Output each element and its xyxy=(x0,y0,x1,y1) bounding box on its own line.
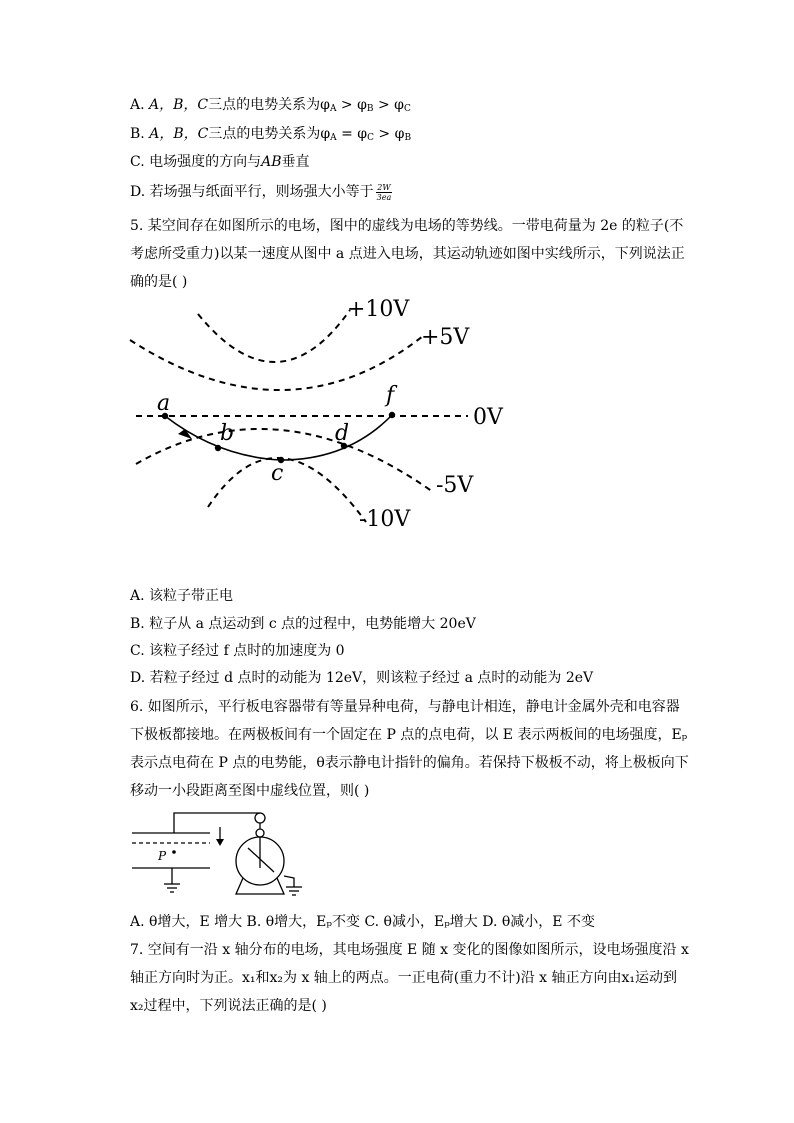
q6-options: A. θ增大，E 增大 B. θ增大，Eₚ不变 C. θ减小，Eₚ增大 D. θ减小，E 不变 xyxy=(130,914,595,930)
option-text: 垂直 xyxy=(281,154,310,170)
q5-option-b: B. 粒子从 a 点运动到 c 点的过程中，电势能增大 20eV xyxy=(130,616,476,632)
option-text: 三点的电势关系为 xyxy=(208,126,321,142)
electrometer-pointer xyxy=(248,848,274,872)
capacitor-figure xyxy=(128,808,310,904)
direction-arrow-icon xyxy=(178,429,192,439)
ground-wire-electrometer xyxy=(284,876,294,887)
potential-expression: $\varphi_A > \varphi_B > \varphi_C$ xyxy=(320,97,411,114)
electrometer-knob xyxy=(255,813,265,823)
label-minus10v: -10V xyxy=(359,507,411,532)
q4-option-a xyxy=(130,95,411,119)
option-var: AB xyxy=(261,154,282,170)
q4-option-b xyxy=(130,124,411,148)
label-minus5v: -5V xyxy=(436,473,474,498)
fraction xyxy=(376,183,393,202)
q5-option-c: C. 该粒子经过 f 点时的加速度为 0 xyxy=(130,643,345,659)
option-text: D. 若场强与纸面平行，则场强大小等于 xyxy=(130,184,374,200)
option-vars: A，B，C xyxy=(149,97,209,113)
q5-option-d: D. 若粒子经过 d 点时的动能为 12eV，则该粒子经过 a 点时的动能为 2eV xyxy=(130,670,594,686)
label-0v: 0V xyxy=(473,405,503,430)
point-f-label: f xyxy=(386,383,395,408)
particle-trajectory xyxy=(165,415,392,460)
point-f-marker xyxy=(389,412,395,418)
option-vars: A，B，C xyxy=(149,126,209,142)
q7-stem: 7. 空间有一沿 x 轴分布的电场，其电场强度 E 随 x 变化的图像如图所示，设电场强度沿 x 轴正方向时为正。x₁和x₂为 x 轴上的两点。一正电荷(重力不计)沿 x 轴正方向由x₁运动到x₂过程中，下列说法正确的是( ) xyxy=(130,942,689,1014)
q5-option-a: A. 该粒子带正电 xyxy=(130,588,234,604)
option-text: 三点的电势关系为 xyxy=(208,97,321,113)
point-d-label: d xyxy=(335,421,350,446)
option-prefix: A. xyxy=(130,97,150,113)
q4-option-d xyxy=(130,182,392,202)
equipotential-figure xyxy=(128,292,503,534)
q4-option-c xyxy=(130,152,310,172)
point-c-label: c xyxy=(271,461,284,486)
label-plus5v: +5V xyxy=(421,325,470,350)
potential-expression: $\varphi_A = \varphi_C > \varphi_B$ xyxy=(320,126,412,143)
equipotential-line-minus10 xyxy=(208,458,366,522)
point-p-charge xyxy=(172,850,176,854)
point-b-label: b xyxy=(220,421,235,446)
equipotential-line-plus5 xyxy=(130,336,423,390)
connecting-wire xyxy=(174,813,260,833)
q5-stem: 5. 某空间存在如图所示的电场，图中的虚线为电场的等势线。一带电荷量为 2e 的粒子(不考虑所受重力)以某一速度从图中 a 点进入电场，其运动轨迹如图中实线所示，下列说法正确的是( ) xyxy=(130,218,685,290)
option-prefix: B. xyxy=(130,126,150,142)
equipotential-line-plus10 xyxy=(198,310,350,362)
move-down-arrow-icon xyxy=(216,839,224,846)
q6-stem: 6. 如图所示，平行板电容器带有等量异种电荷，与静电计相连，静电计金属外壳和电容器下极板都接地。在两极板间有一个固定在 P 点的点电荷，以 E 表示两板间的电场强度，Eₚ表示点电荷在 P 点的电势能，θ表示静电计指针的偏角。若保持下极板不动，将上极板向下移动一小段距离至图中虚线位置，则( ) xyxy=(130,699,689,799)
electrometer-top-ball xyxy=(256,829,264,837)
point-p-label: P xyxy=(158,849,167,863)
option-text: C. 电场强度的方向与 xyxy=(130,154,262,170)
fraction-numerator: 2W xyxy=(377,182,391,192)
label-plus10v: +10V xyxy=(347,297,410,322)
point-a-label: a xyxy=(157,391,171,416)
fraction-denominator: 3ea xyxy=(376,192,392,202)
electrometer-base xyxy=(236,878,284,894)
